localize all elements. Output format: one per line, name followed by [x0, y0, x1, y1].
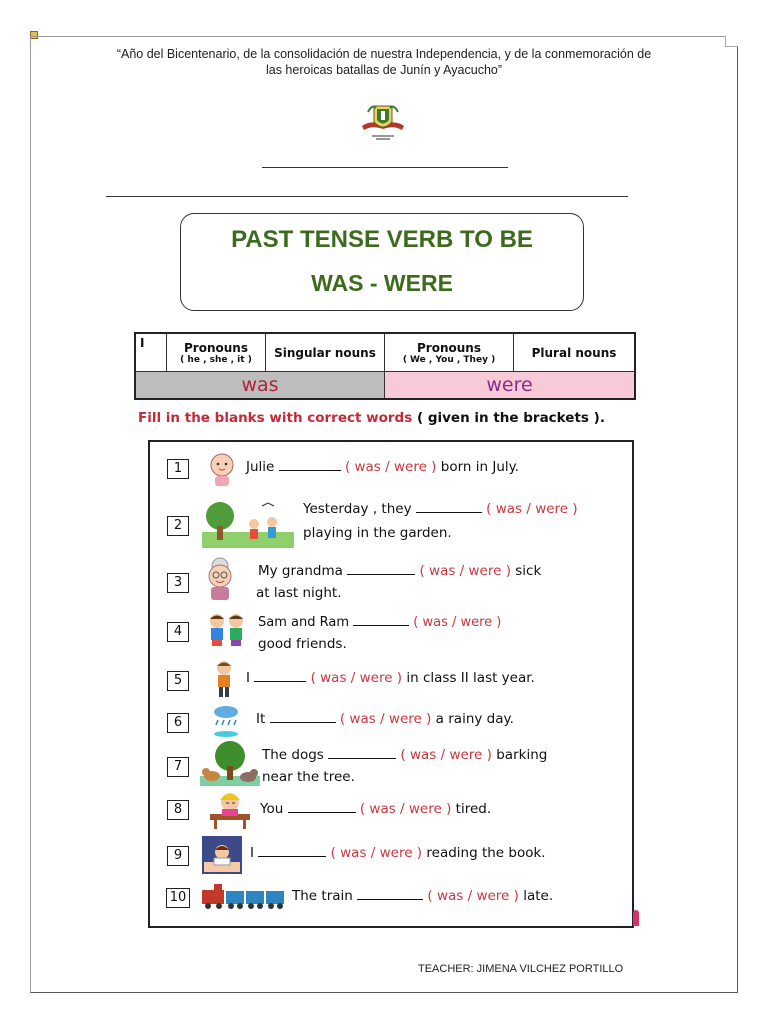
- rain-cloud-icon: [210, 704, 242, 740]
- sentence-start: My grandma: [258, 563, 348, 579]
- exercise-number: 1: [167, 459, 189, 479]
- page-header-motto: [90, 46, 678, 78]
- answer-blank[interactable]: [270, 711, 336, 723]
- exercise-sentence: [262, 744, 547, 766]
- pronouns-plural-sub: ( We , You , They ): [402, 354, 496, 365]
- answer-blank[interactable]: [357, 888, 423, 900]
- exercise-sentence: [246, 456, 519, 478]
- school-crest-icon: [358, 100, 408, 142]
- exercise-sentence: [258, 612, 501, 634]
- exercise-row-9: [150, 840, 632, 880]
- motto-line-1: “Año del Bicentenario, de la consolidación de nuestra Independencia, y de la conmemoración de: [116, 47, 652, 61]
- exercise-row-4: [150, 612, 632, 660]
- sentence-start: Sam and Ram: [258, 615, 354, 630]
- sentence-end: born in July.: [436, 459, 519, 475]
- was-cell: was: [135, 372, 385, 400]
- boy-icon: [210, 660, 238, 698]
- answer-options: ( was / were ): [359, 801, 452, 817]
- sentence-end: reading the book.: [422, 845, 546, 861]
- exercise-sentence-line2: good friends.: [258, 636, 347, 652]
- header-singular-nouns: Singular nouns: [266, 333, 385, 372]
- exercise-sentence-line2: near the tree.: [262, 769, 355, 785]
- exercise-row-8: [150, 798, 632, 838]
- answer-options: ( was / were ): [339, 711, 432, 727]
- exercise-number: 6: [167, 713, 189, 733]
- sentence-start: Yesterday , they: [303, 501, 416, 517]
- exercise-number: 4: [167, 622, 189, 642]
- motto-line-2: las heroicas batallas de Junín y Ayacucho”: [265, 63, 503, 77]
- two-boys-icon: [204, 612, 250, 646]
- sentence-end: a rainy day.: [431, 711, 514, 727]
- instructions: [138, 410, 605, 426]
- answer-blank[interactable]: [353, 614, 409, 626]
- header-i: I: [135, 333, 167, 372]
- sentence-start: I: [246, 670, 255, 686]
- header-pronouns-singular: [167, 333, 266, 372]
- exercise-sentence: [303, 498, 578, 520]
- exercise-sentence: [250, 842, 546, 864]
- instructions-note: ( given in the brackets ).: [412, 410, 605, 426]
- answer-blank[interactable]: [279, 459, 341, 471]
- exercise-number: 3: [167, 573, 189, 593]
- grammar-table: [134, 332, 636, 400]
- instructions-main: Fill in the blanks with correct words: [138, 410, 413, 426]
- exercise-sentence: [258, 560, 541, 582]
- answer-blank[interactable]: [347, 563, 415, 575]
- title-box: [180, 213, 584, 311]
- exercise-number: 7: [167, 757, 189, 777]
- grammar-verb-row: [135, 372, 635, 400]
- answer-options: ( was / were ): [344, 459, 437, 475]
- sentence-start: It: [256, 711, 270, 727]
- sentence-end: late.: [518, 888, 554, 904]
- exercise-row-3: [150, 560, 632, 612]
- exercise-number: 10: [166, 888, 190, 908]
- page-title: PAST TENSE VERB TO BE: [231, 226, 533, 253]
- train-icon: [200, 882, 286, 910]
- sentence-end: barking: [491, 747, 548, 763]
- exercise-number: 5: [167, 671, 189, 691]
- sentence-start: The dogs: [262, 747, 329, 763]
- teacher-name: TEACHER: JIMENA VILCHEZ PORTILLO: [418, 963, 624, 975]
- header-pronouns-plural: [385, 333, 514, 372]
- grandma-icon: [200, 556, 240, 602]
- page-corner-fold: [725, 36, 738, 47]
- answer-options: ( was / were ): [330, 845, 423, 861]
- exercise-row-10: [150, 882, 632, 922]
- exercise-number: 2: [167, 516, 189, 536]
- exercise-sentence: [292, 885, 553, 907]
- exercise-row-7: [150, 744, 632, 794]
- exercise-number: 9: [167, 846, 189, 866]
- answer-options: ( was / were ): [400, 747, 492, 763]
- exercise-sentence: [256, 708, 514, 730]
- header-plural-nouns: Plural nouns: [514, 333, 636, 372]
- answer-blank[interactable]: [258, 845, 326, 857]
- exercise-row-2: [150, 498, 632, 550]
- answer-options: ( was / were ): [310, 670, 403, 686]
- sentence-end: sick: [510, 563, 542, 579]
- baby-icon: [205, 452, 239, 488]
- sentence-start: Julie: [246, 459, 279, 475]
- dogs-tree-icon: [200, 740, 260, 788]
- exercise-sentence: [260, 798, 491, 820]
- answer-blank[interactable]: [416, 501, 482, 513]
- pronouns-plural-label: Pronouns: [417, 340, 481, 355]
- exercise-sentence-line2: at last night.: [256, 585, 342, 601]
- exercise-row-5: [150, 666, 632, 706]
- page-subtitle: WAS - WERE: [311, 270, 453, 296]
- exercise-number: 8: [167, 800, 189, 820]
- signature-line: [262, 167, 508, 168]
- grammar-header-row: [135, 333, 635, 372]
- answer-options: ( was / were ): [486, 501, 578, 517]
- sentence-end: tired.: [451, 801, 492, 817]
- reading-icon: [202, 836, 242, 874]
- exercise-sentence: [246, 667, 535, 689]
- sentence-end: in class II last year.: [402, 670, 535, 686]
- answer-blank[interactable]: [288, 801, 356, 813]
- exercise-sentence-line2: playing in the garden.: [303, 525, 452, 541]
- exercise-row-1: [150, 456, 632, 496]
- answer-options: ( was / were ): [413, 615, 502, 630]
- tired-girl-icon: [204, 790, 256, 830]
- pink-edge-mark: [633, 910, 639, 926]
- answer-options: ( was / were ): [419, 563, 511, 579]
- sentence-start: The train: [292, 888, 358, 904]
- pronouns-singular-label: Pronouns: [184, 340, 248, 355]
- kids-playing-icon: [202, 498, 294, 548]
- answer-blank[interactable]: [254, 670, 306, 682]
- answer-options: ( was / were ): [427, 888, 519, 904]
- were-cell: were: [385, 372, 636, 400]
- pronouns-singular-sub: ( he , she , it ): [180, 354, 252, 365]
- exercise-box: [148, 440, 634, 928]
- sentence-start: You: [260, 801, 288, 817]
- sentence-start: I: [250, 845, 259, 861]
- answer-blank[interactable]: [328, 747, 396, 759]
- name-line: [106, 196, 628, 197]
